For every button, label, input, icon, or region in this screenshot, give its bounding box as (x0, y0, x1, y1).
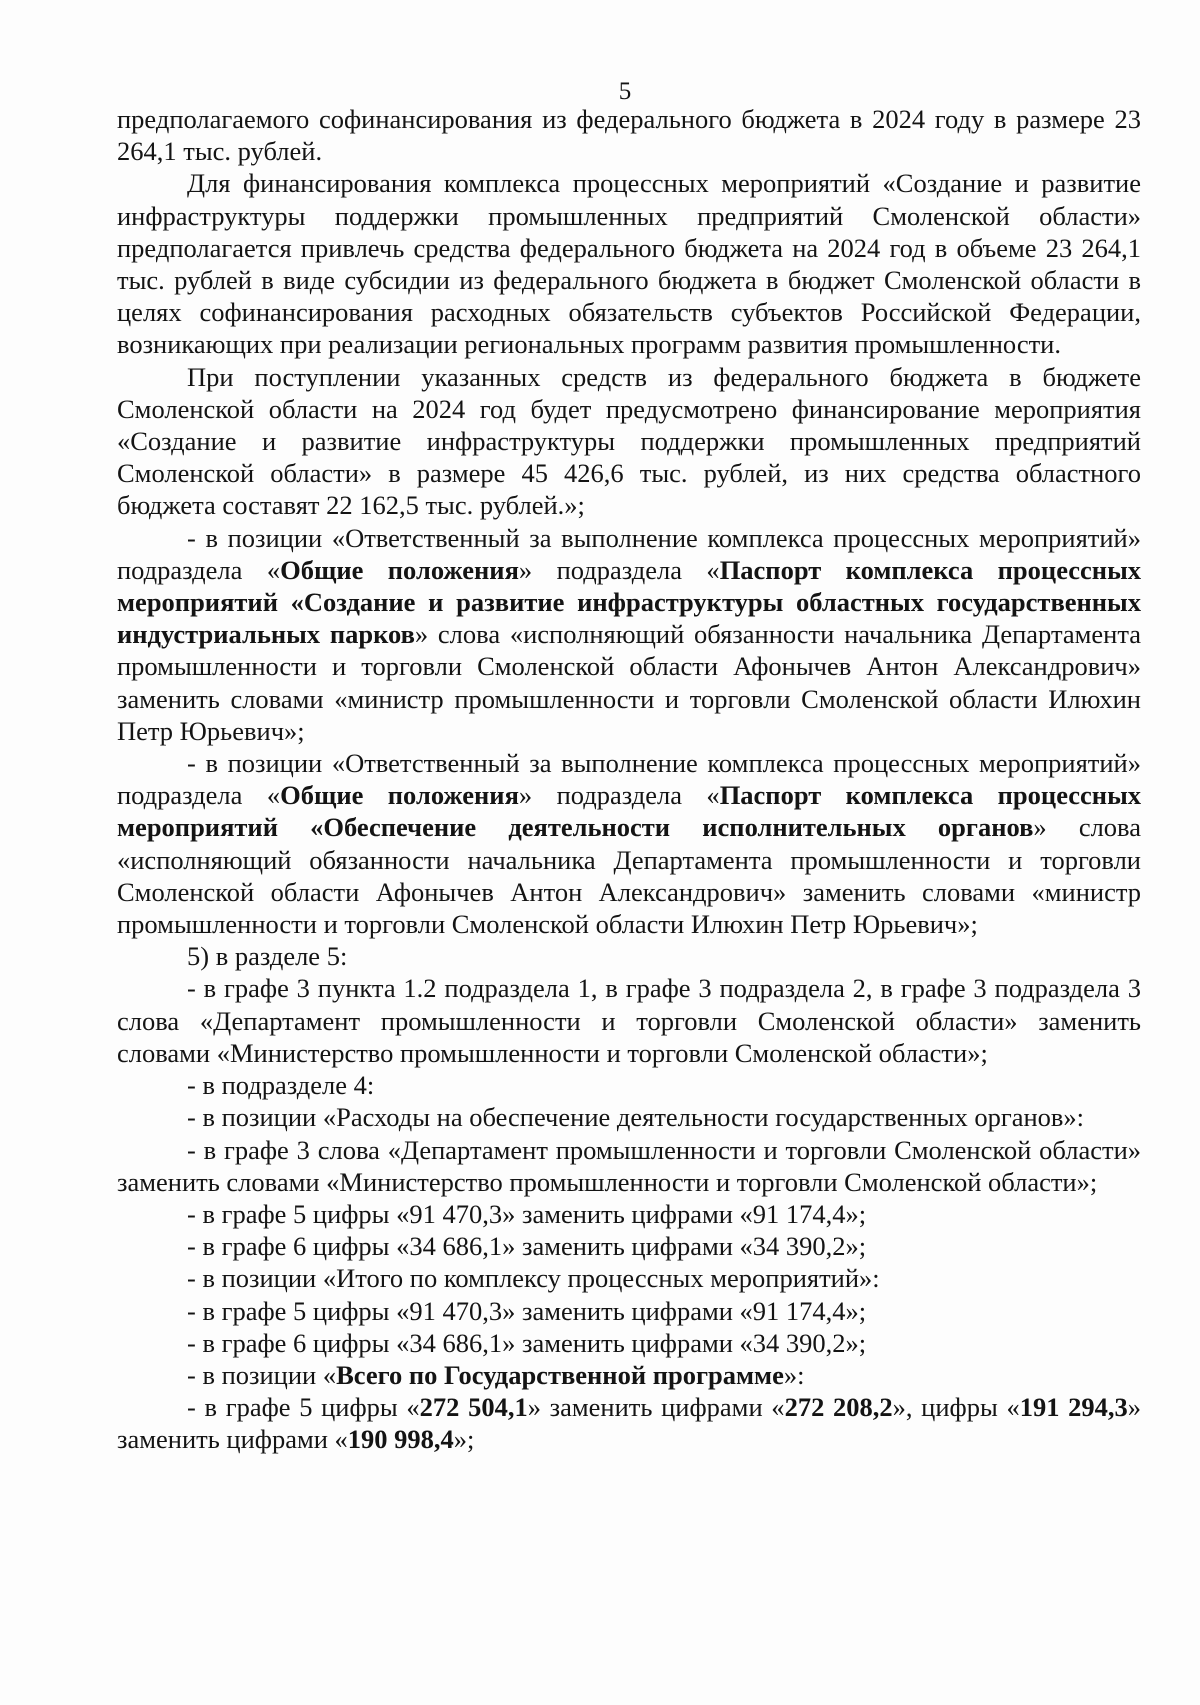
text-span: - в позиции «Ответственный за выполнение комплекса процессных мероприятий» подраздела « (117, 748, 1141, 811)
bold-span: 272 208,2 (784, 1392, 893, 1423)
text-span: » слова «исполняющий обязанности начальника Департамента промышленности и торговли Смоленской области Афонычев Антон Александрович» заменить словами «министр промышленности и торговли Смоленской области Илюхин Петр Юрьевич»; (117, 812, 1141, 940)
paragraph-responsible-industrial-parks (117, 522, 1141, 747)
text-span: »; (453, 1424, 475, 1455)
paragraph-column-6-figures-total: - в графе 6 цифры «34 686,1» заменить цифрами «34 390,2»; (187, 1327, 867, 1358)
page-number: 5 (618, 78, 632, 105)
paragraph-column-6-figures: - в графе 6 цифры «34 686,1» заменить цифрами «34 390,2»; (187, 1231, 867, 1262)
paragraph-position-expenses: - в позиции «Расходы на обеспечение деятельности государственных органов»: (187, 1102, 1085, 1133)
text-span: » слова «исполняющий обязанности начальника Департамента промышленности и торговли Смоленской области Афонычев Антон Александрович» заменить словами «министр промышленности и торговли Смоленской области Илюхин Петр Юрьевич»; (117, 619, 1141, 746)
text-span: » заменить цифрами « (117, 1392, 1142, 1455)
paragraph-position-total-complex: - в позиции «Итого по комплексу процессных мероприятий»: (187, 1263, 880, 1294)
text-span: - в позиции «Ответственный за выполнение комплекса процессных мероприятий» подраздела « (117, 522, 1141, 585)
paragraph-subsection-4: - в подразделе 4: (187, 1070, 375, 1101)
paragraph-regional-funding: При поступлении указанных средств из федерального бюджета в бюджете Смоленской области на 2024 год будет предусмотрено финансирование мероприятия «Создание и развитие инфраструктуры поддержки промышленных предприятий Смоленской области» в размере 45 426,6 тыс. рублей, из них средства областного бюджета составят 22 162,5 тыс. рублей.»; (117, 361, 1141, 521)
paragraph-column-3-replacement: - в графе 3 пункта 1.2 подраздела 1, в графе 3 подраздела 2, в графе 3 подраздела 3 слова «Департамент промышленности и торговли Смоленской области» заменить словами «Министерство промышленности и торговли Смоленской области»; (117, 973, 1141, 1068)
bold-span: Общие положения (280, 554, 519, 585)
bold-span: Общие положения (280, 780, 519, 811)
text-span: - в графе 5 цифры « (187, 1392, 420, 1423)
bold-span: 190 998,4 (347, 1424, 454, 1455)
paragraph-section-5: 5) в разделе 5: (187, 941, 348, 972)
bold-span: 272 504,1 (419, 1392, 528, 1423)
text-span: - в позиции « (187, 1359, 337, 1390)
paragraph-federal-funding: Для финансирования комплекса процессных мероприятий «Создание и развитие инфраструктуры поддержки промышленных предприятий Смоленской области» предполагается привлечь средства федерального бюджета на 2024 год в объеме 23 264,1 тыс. рублей в виде субсидии из федерального бюджета в бюджет Смоленской области в целях софинансирования расходных обязательств субъектов Российской Федерации, возникающих при реализации региональных программ развития промышленности. (117, 168, 1141, 360)
paragraph-continuation: предполагаемого софинансирования из федерального бюджета в 2024 году в размере 23 264,1 тыс. рублей. (117, 104, 1141, 167)
bold-span: Паспорт комплекса процессных мероприятий «Создание и развитие инфраструктуры областных государственных индустриальных парков (117, 554, 1142, 650)
text-span: »: (783, 1359, 805, 1390)
paragraph-position-program-total (117, 1359, 1141, 1391)
text-span: », цифры « (892, 1392, 1020, 1423)
text-span: » заменить цифрами « (527, 1392, 785, 1423)
bold-span: Всего по Государственной программе (336, 1359, 784, 1390)
paragraph-column-5-figures-total: - в графе 5 цифры «91 470,3» заменить цифрами «91 174,4»; (187, 1295, 867, 1326)
text-span: » подраздела « (518, 554, 720, 585)
bold-span: Паспорт комплекса процессных мероприятий «Обеспечение деятельности исполнительных органов (117, 780, 1142, 843)
paragraph-column-3-department: - в графе 3 слова «Департамент промышленности и торговли Смоленской области» заменить словами «Министерство промышленности и торговли Смоленской области»; (117, 1134, 1141, 1197)
paragraph-responsible-executive-bodies (117, 747, 1141, 940)
text-span: » подраздела « (518, 780, 720, 811)
document-body (117, 103, 1141, 1456)
paragraph-program-total-figures (117, 1391, 1141, 1455)
paragraph-column-5-figures: - в графе 5 цифры «91 470,3» заменить цифрами «91 174,4»; (187, 1198, 867, 1229)
bold-span: 191 294,3 (1019, 1392, 1128, 1423)
